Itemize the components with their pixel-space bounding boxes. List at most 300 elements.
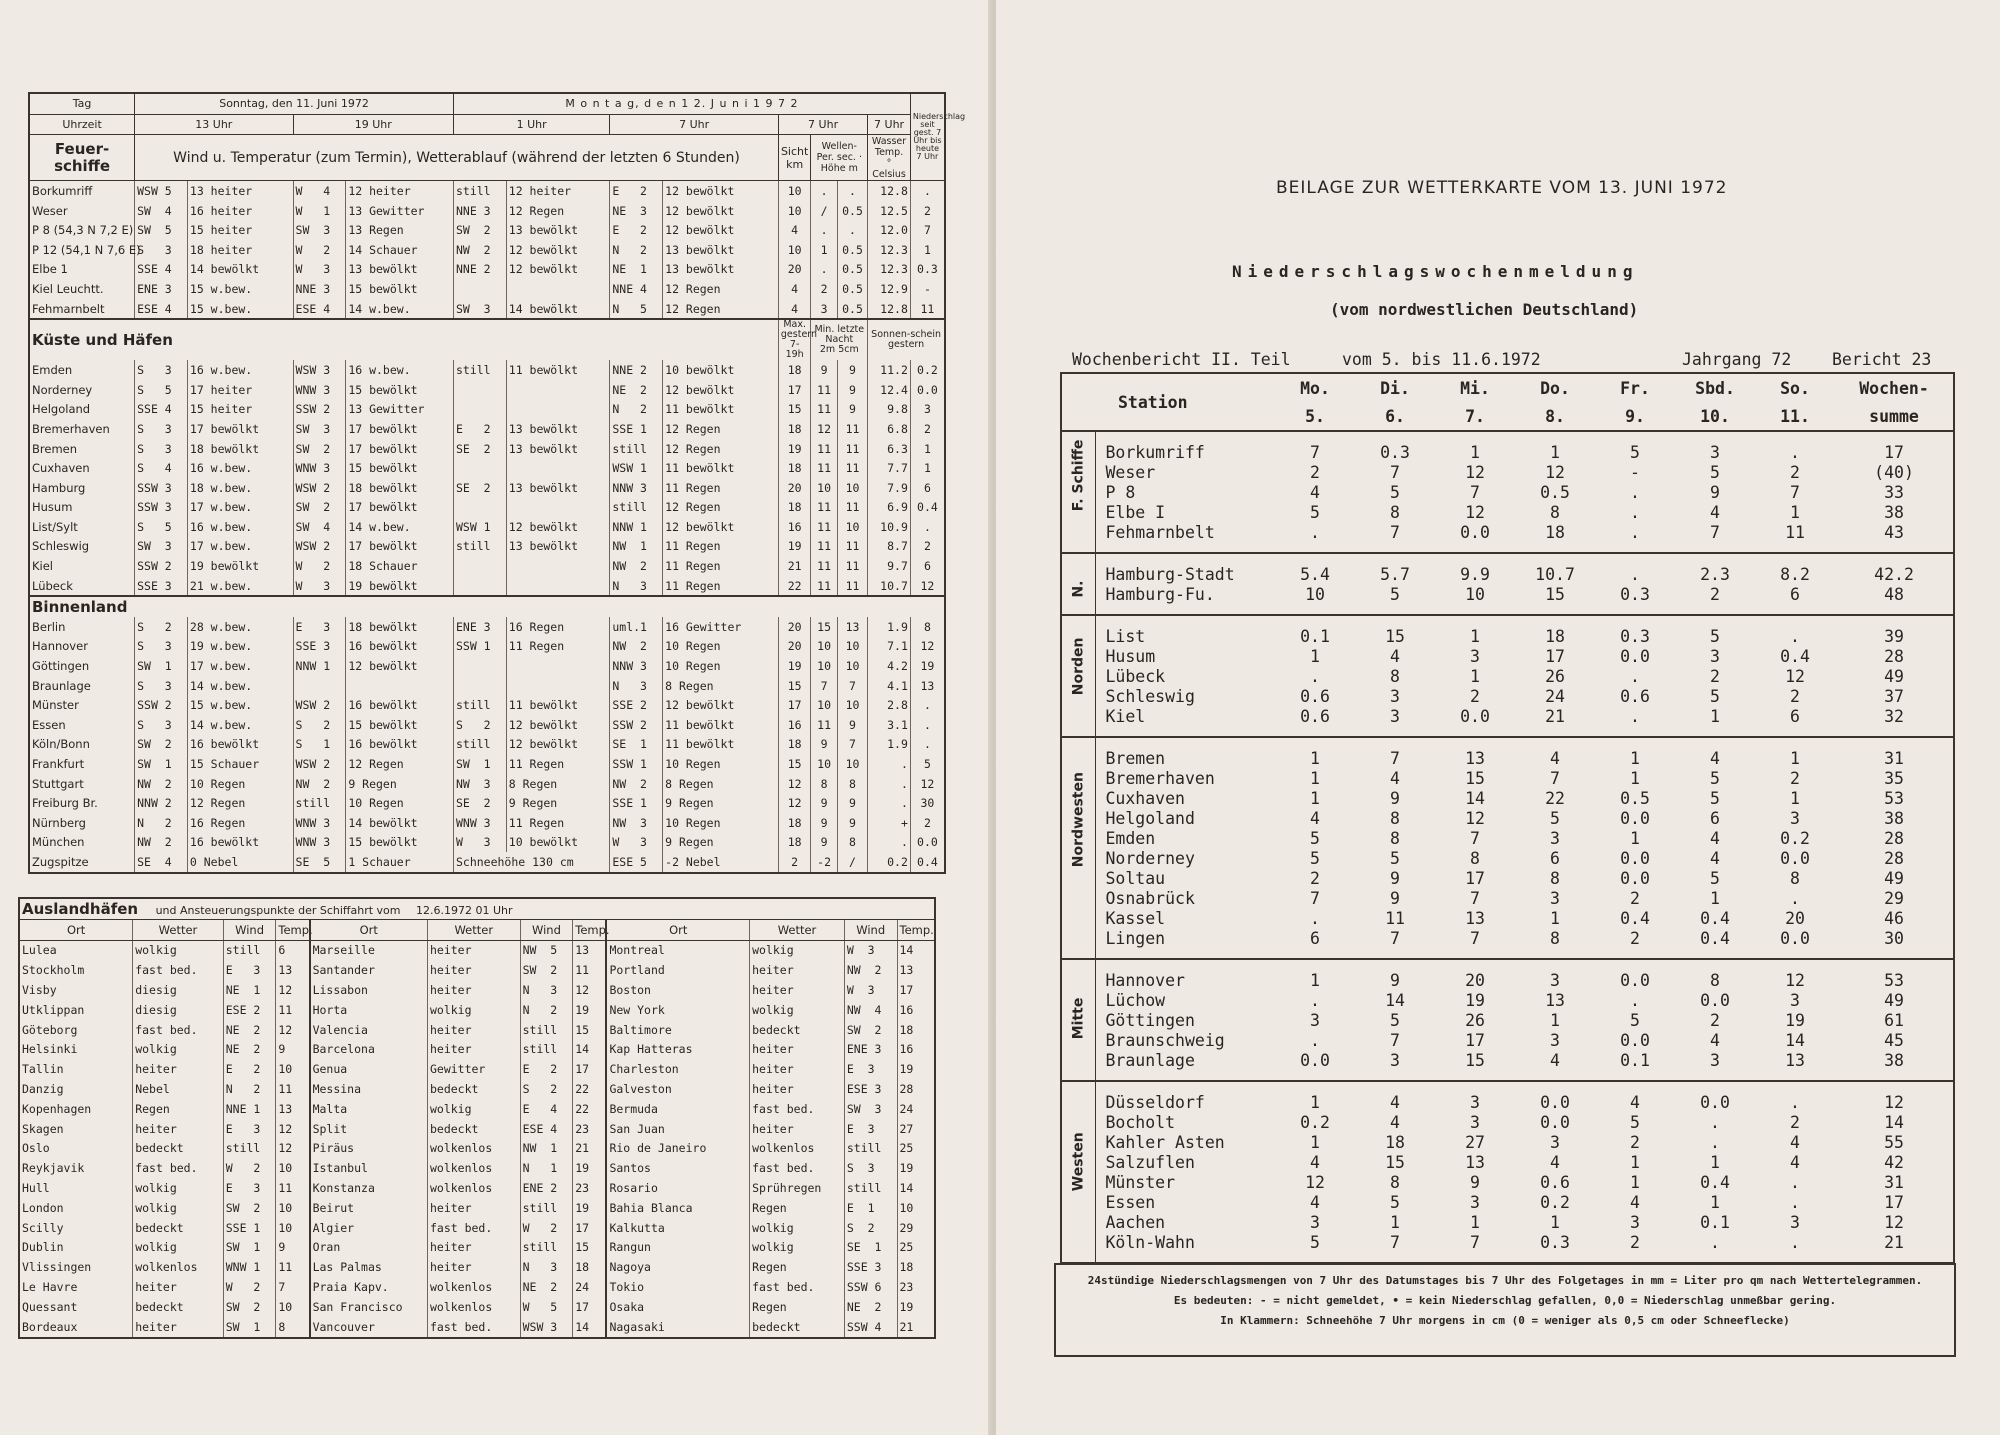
daily-value: 12 [1785, 666, 1805, 686]
group-label-text: F. Schiffe [1070, 439, 1087, 512]
station-row [29, 419, 945, 439]
precipitation: 12 [910, 774, 945, 794]
station-name: Hamburg-Stadt [1105, 564, 1235, 584]
weekly-sum: (40) [1874, 462, 1914, 482]
weather: fast bed. [427, 1317, 520, 1338]
temperature: 19 [897, 1158, 935, 1178]
weather: bedeckt [427, 1079, 520, 1099]
daily-value: 5 [1630, 442, 1640, 462]
group-label-text: Westen [1070, 1132, 1087, 1192]
weather-13: 17 w.bew. [187, 498, 293, 518]
sicht: 18 [778, 813, 810, 833]
daily-value: 5.7 [1380, 564, 1410, 584]
daily-value: 2 [1470, 686, 1480, 706]
weather: heiter [750, 1040, 845, 1060]
station-row [29, 240, 945, 260]
precip-row [1061, 1050, 1954, 1081]
sicht: 2 [778, 852, 810, 873]
wave-height: 9 [837, 380, 867, 400]
port: Quessant [22, 1299, 78, 1314]
wind-1: still [453, 695, 506, 715]
precipitation: 6 [910, 478, 945, 498]
station-row [29, 556, 945, 576]
station-name: Fehmarnbelt [29, 299, 135, 320]
wind-7: NE 3 [610, 201, 663, 221]
weather-1 [506, 380, 610, 400]
daily-value: 7 [1390, 928, 1400, 948]
daily-value: 7 [1710, 522, 1720, 542]
daily-value: 5 [1550, 808, 1560, 828]
daily-value: 1 [1710, 888, 1720, 908]
daily-value: 1 [1790, 502, 1800, 522]
wind-7: SE 1 [610, 735, 663, 755]
daily-value: 1 [1710, 1192, 1720, 1212]
col-day: Mi. [1460, 378, 1490, 398]
wind-7: SSW 2 [610, 715, 663, 735]
wind-7: WSW 1 [610, 458, 663, 478]
daily-value: 7 [1390, 522, 1400, 542]
daily-value: 0.1 [1700, 1212, 1730, 1232]
left-page [0, 0, 992, 1435]
station-name: Lübeck [1105, 666, 1166, 686]
weather: heiter [427, 1020, 520, 1040]
weather-1: 13 bewölkt [506, 439, 610, 459]
header-min: Min. letzte Nacht 2m 5cm [811, 319, 868, 360]
daily-value: 2 [1710, 584, 1720, 604]
wind: W 2 [223, 1158, 276, 1178]
daily-value: 26 [1545, 666, 1565, 686]
wind: SW 2 [223, 1198, 276, 1218]
weather: heiter [133, 1317, 224, 1338]
daily-value: 1 [1470, 666, 1480, 686]
wave-period: 9 [811, 833, 837, 853]
wind: SW 3 [844, 1099, 897, 1119]
weekly-sum: 43 [1884, 522, 1904, 542]
weather: Regen [750, 1297, 845, 1317]
weather-13: 19 bewölkt [187, 556, 293, 576]
daily-value: 0.0 [1620, 868, 1650, 888]
port: San Francisco [310, 1297, 428, 1317]
daily-value: 5 [1390, 584, 1400, 604]
precip-row [1061, 808, 1954, 828]
daily-value: 5.4 [1300, 564, 1330, 584]
wind-7: N 5 [610, 299, 663, 320]
col-wind: Wind [520, 919, 573, 940]
weather-13: 16 w.bew. [187, 517, 293, 537]
wind-19: SW 4 [293, 517, 346, 537]
daily-value: 8 [1390, 1172, 1400, 1192]
wind-19: WSW 2 [293, 754, 346, 774]
feuerschiffe-rows [29, 181, 945, 320]
weather-1: 13 bewölkt [506, 220, 610, 240]
temperature: 19 [897, 1297, 935, 1317]
weather: heiter [427, 960, 520, 980]
daily-value: 2 [1630, 928, 1640, 948]
weekly-sum: 42 [1884, 1152, 1904, 1172]
weekly-sum: 12 [1884, 1212, 1904, 1232]
wind-7: NW 2 [610, 556, 663, 576]
wave-period: / [811, 201, 837, 221]
wind: NW 4 [844, 1000, 897, 1020]
wind-1: WSW 1 [453, 517, 506, 537]
wave-height: 0.5 [837, 240, 867, 260]
temperature: 23 [573, 1119, 607, 1139]
station-row [29, 380, 945, 400]
weather-19: 13 Gewitter [346, 201, 454, 221]
water-temp: 8.7 [868, 537, 911, 557]
precip-row [1061, 908, 1954, 928]
precip-row [1061, 1030, 1954, 1050]
wind-1: W 3 [453, 833, 506, 853]
daily-value: 11 [1785, 522, 1805, 542]
temperature: 9 [276, 1238, 310, 1258]
temperature: 17 [573, 1059, 607, 1079]
sicht: 21 [778, 556, 810, 576]
weather-13: 19 w.bew. [187, 637, 293, 657]
station-name: Husum [1105, 646, 1156, 666]
supplement-title: BEILAGE ZUR WETTERKARTE VOM 13. JUNI 1972 [1276, 178, 1728, 198]
weather-7: 12 Regen [663, 279, 779, 299]
header-7uhr-b: 7 Uhr [778, 114, 867, 135]
sicht: 19 [778, 656, 810, 676]
weather-7: 11 Regen [663, 478, 779, 498]
wind-7: NNE 2 [610, 360, 663, 380]
col-day: Mo. [1300, 378, 1330, 398]
weather-7: 12 Regen [663, 419, 779, 439]
weekly-sum: 49 [1884, 868, 1904, 888]
station-name: Emden [1105, 828, 1156, 848]
wind-19: NNW 1 [293, 656, 346, 676]
weather-1 [506, 556, 610, 576]
station-row [29, 279, 945, 299]
wind-1 [453, 498, 506, 518]
daily-value: 0.0 [1620, 1030, 1650, 1050]
weather: Regen [750, 1257, 845, 1277]
daily-value: 21 [1545, 706, 1565, 726]
weekly-sum: 55 [1884, 1132, 1904, 1152]
station-name: Lübeck [29, 576, 135, 597]
wind-19: WNW 3 [293, 458, 346, 478]
precipitation: 2 [910, 201, 945, 221]
daily-value: 12 [1465, 502, 1485, 522]
weather-1 [506, 656, 610, 676]
daily-value: 13 [1465, 908, 1485, 928]
daily-value: 14 [1385, 990, 1405, 1010]
wind-19: WNW 3 [293, 813, 346, 833]
daily-value: . [1310, 522, 1320, 542]
weather-1: 12 bewölkt [506, 715, 610, 735]
port: Lissabon [310, 980, 428, 1000]
water-temp: 6.8 [868, 419, 911, 439]
wind-19: W 2 [293, 240, 346, 260]
daily-value: 5 [1310, 502, 1320, 522]
weekly-sum: 12 [1884, 1092, 1904, 1112]
port: Horta [310, 1000, 428, 1020]
auslandhaefen-title [19, 898, 935, 919]
daily-value: 4 [1710, 828, 1720, 848]
sicht: 20 [778, 260, 810, 280]
weather: wolkenlos [427, 1158, 520, 1178]
port: Kopenhagen [22, 1101, 92, 1116]
temperature: 14 [897, 940, 935, 960]
temperature: 11 [276, 1079, 310, 1099]
wind-1: SE 2 [453, 478, 506, 498]
col-date: 5. [1305, 406, 1325, 426]
weather-19: 15 bewölkt [346, 715, 454, 735]
temperature: 10 [276, 1198, 310, 1218]
station-name: Essen [1105, 1192, 1156, 1212]
weather: heiter [133, 1119, 224, 1139]
col-day: Do. [1540, 378, 1570, 398]
daily-value: 1 [1630, 748, 1640, 768]
precip-row [1061, 615, 1954, 646]
wind-1: ENE 3 [453, 617, 506, 637]
daily-value: 5 [1710, 462, 1720, 482]
wind: N 3 [520, 1257, 573, 1277]
daily-value: 0.0 [1540, 1092, 1570, 1112]
weather-1: 11 Regen [506, 813, 610, 833]
daily-value: 4 [1710, 1030, 1720, 1050]
port: Boston [606, 980, 749, 1000]
daily-value: 14 [1785, 1030, 1805, 1050]
temperature: 12 [276, 1119, 310, 1139]
weather-7: 12 bewölkt [663, 181, 779, 201]
precip-header-row-1 [1061, 373, 1954, 402]
port: Beirut [310, 1198, 428, 1218]
sicht: 4 [778, 220, 810, 240]
daily-value: . [1630, 564, 1640, 584]
weather: wolkig [427, 1099, 520, 1119]
wind-1 [453, 576, 506, 597]
port: Montreal [606, 940, 749, 960]
temperature: 10 [276, 1059, 310, 1079]
port: Algier [310, 1218, 428, 1238]
port-row [19, 1297, 935, 1317]
port: Tokio [606, 1277, 749, 1297]
wind: NE 2 [223, 1040, 276, 1060]
daily-value: . [1790, 1232, 1800, 1252]
daily-value: 13 [1545, 990, 1565, 1010]
weather-7: 10 Regen [663, 637, 779, 657]
daily-value: 8 [1390, 808, 1400, 828]
wind-1: NNE 3 [453, 201, 506, 221]
station-row [29, 220, 945, 240]
weather-1: 11 bewölkt [506, 360, 610, 380]
weather: fast bed. [133, 960, 224, 980]
port: Praia Kapv. [310, 1277, 428, 1297]
daily-value: 9 [1390, 868, 1400, 888]
daily-value: 8 [1710, 970, 1720, 990]
daily-value: 0.1 [1620, 1050, 1650, 1070]
sicht: 12 [778, 774, 810, 794]
precip-row [1061, 482, 1954, 502]
weather-7: 11 bewölkt [663, 735, 779, 755]
daily-value: 3 [1550, 1030, 1560, 1050]
daily-value: 19 [1465, 990, 1485, 1010]
station-name: Osnabrück [1105, 888, 1195, 908]
daily-value: 3 [1550, 888, 1560, 908]
port: Nagoya [606, 1257, 749, 1277]
wave-height: 11 [837, 458, 867, 478]
station-name: Frankfurt [29, 754, 135, 774]
weather-19: 18 Schauer [346, 556, 454, 576]
daily-value: 4 [1390, 1112, 1400, 1132]
daily-value: 12 [1465, 808, 1485, 828]
port-row [19, 1040, 935, 1060]
col-date: 10. [1700, 406, 1730, 426]
weekly-sum: 31 [1884, 1172, 1904, 1192]
daily-value: 8 [1790, 868, 1800, 888]
wind-13: S 3 [135, 360, 188, 380]
sicht: 19 [778, 439, 810, 459]
wind: WNW 1 [223, 1257, 276, 1277]
wind: SW 2 [520, 960, 573, 980]
daily-value: 15 [1385, 1152, 1405, 1172]
temperature: 29 [897, 1218, 935, 1238]
wind: NE 2 [520, 1277, 573, 1297]
port: Danzig [22, 1082, 64, 1097]
wave-period: 11 [811, 458, 837, 478]
wind-7: E 2 [610, 181, 663, 201]
port: Oran [310, 1238, 428, 1258]
wave-period: . [811, 260, 837, 280]
wind-19: WSW 2 [293, 478, 346, 498]
station-name: Göttingen [29, 656, 135, 676]
daily-value: 2 [1630, 888, 1640, 908]
wind: E 3 [223, 1178, 276, 1198]
station-name: List/Sylt [29, 517, 135, 537]
weather: bedeckt [750, 1317, 845, 1338]
daily-value: 4 [1310, 482, 1320, 502]
port: Vancouver [310, 1317, 428, 1338]
daily-value: 5 [1390, 1192, 1400, 1212]
station-group [1061, 431, 1954, 553]
daily-value: 17 [1545, 646, 1565, 666]
station-row [29, 656, 945, 676]
precipitation: 1 [910, 240, 945, 260]
station-name: Zugspitze [29, 852, 135, 873]
wind: S 2 [520, 1079, 573, 1099]
port-row [19, 1000, 935, 1020]
header-sicht: Sicht km [778, 135, 810, 181]
wave-height: 9 [837, 360, 867, 380]
wind: S 2 [844, 1218, 897, 1238]
weather-1: 12 Regen [506, 201, 610, 221]
daily-value: 6 [1790, 584, 1800, 604]
sicht: 4 [778, 299, 810, 320]
daily-value: . [1790, 1192, 1800, 1212]
sicht: 18 [778, 419, 810, 439]
binnenland-rows [29, 617, 945, 873]
port-row [19, 1020, 935, 1040]
precip-row [1061, 502, 1954, 522]
temperature: 14 [573, 1040, 607, 1060]
wind-13: SW 1 [135, 656, 188, 676]
daily-value: 5 [1310, 848, 1320, 868]
daily-value: . [1790, 626, 1800, 646]
header-wasser: Wasser Temp. ° Celsius [868, 135, 911, 181]
wind-19: S 1 [293, 735, 346, 755]
daily-value: 9.9 [1460, 564, 1490, 584]
station-row [29, 637, 945, 657]
wind-1: SE 2 [453, 439, 506, 459]
wind-7: SSE 2 [610, 695, 663, 715]
precip-row [1061, 788, 1954, 808]
bericht-number: Bericht 23 [1832, 350, 1932, 369]
daily-value: 1 [1550, 442, 1560, 462]
station-group [1061, 737, 1954, 959]
daily-value: 3 [1470, 1092, 1480, 1112]
weather: fast bed. [427, 1218, 520, 1238]
wind-7: ESE 5 [610, 852, 663, 873]
weekly-sum: 35 [1884, 768, 1904, 788]
station-name: Elbe 1 [29, 260, 135, 280]
wind-19: W 2 [293, 556, 346, 576]
weather: fast bed. [750, 1158, 845, 1178]
wind-7: N 2 [610, 400, 663, 420]
weather-19: 12 heiter [346, 181, 454, 201]
daily-value: 24 [1545, 686, 1565, 706]
wave-height: 11 [837, 419, 867, 439]
daily-value: 3 [1630, 1212, 1640, 1232]
daily-value: 20 [1465, 970, 1485, 990]
station-row [29, 537, 945, 557]
port: Nagasaki [606, 1317, 749, 1338]
wind-19: SW 3 [293, 220, 346, 240]
wind-13: S 3 [135, 715, 188, 735]
wave-height: 10 [837, 754, 867, 774]
precipitation: 7 [910, 220, 945, 240]
group-label-text: Mitte [1070, 997, 1087, 1040]
water-temp: 7.9 [868, 478, 911, 498]
precipitation: 19 [910, 656, 945, 676]
header-wind: Wind u. Temperatur (zum Termin), Wetterablauf (während der letzten 6 Stunden) [135, 135, 779, 181]
daily-value: . [1630, 666, 1640, 686]
weather-1 [506, 498, 610, 518]
wind-13: S 4 [135, 458, 188, 478]
wind-19: W 1 [293, 201, 346, 221]
port: Le Havre [22, 1280, 78, 1295]
weather-7: 12 Regen [663, 439, 779, 459]
daily-value: 18 [1385, 1132, 1405, 1152]
precipitation: . [910, 715, 945, 735]
weekly-sum: 28 [1884, 848, 1904, 868]
weather-13: 15 heiter [187, 400, 293, 420]
wind: WSW 3 [520, 1317, 573, 1338]
daily-value: . [1790, 888, 1800, 908]
daily-value: 7 [1470, 928, 1480, 948]
weather-1: 14 bewölkt [506, 299, 610, 320]
station-name: Kiel [1105, 706, 1146, 726]
wind: E 4 [520, 1099, 573, 1119]
station-group [1061, 615, 1954, 737]
wave-height: . [837, 181, 867, 201]
precip-row [1061, 522, 1954, 553]
port: Bermuda [606, 1099, 749, 1119]
daily-value: 26 [1465, 1010, 1485, 1030]
daily-value: 8 [1390, 502, 1400, 522]
wave-height: 0.5 [837, 201, 867, 221]
wave-period: 15 [811, 617, 837, 637]
precip-row [1061, 959, 1954, 990]
daily-value: 5 [1710, 686, 1720, 706]
wave-period: 9 [811, 813, 837, 833]
header-19uhr: 19 Uhr [293, 114, 453, 135]
wave-period: 9 [811, 793, 837, 813]
weather-13: 21 w.bew. [187, 576, 293, 597]
precip-row [1061, 646, 1954, 666]
station-name: Kiel Leuchtt. [29, 279, 135, 299]
